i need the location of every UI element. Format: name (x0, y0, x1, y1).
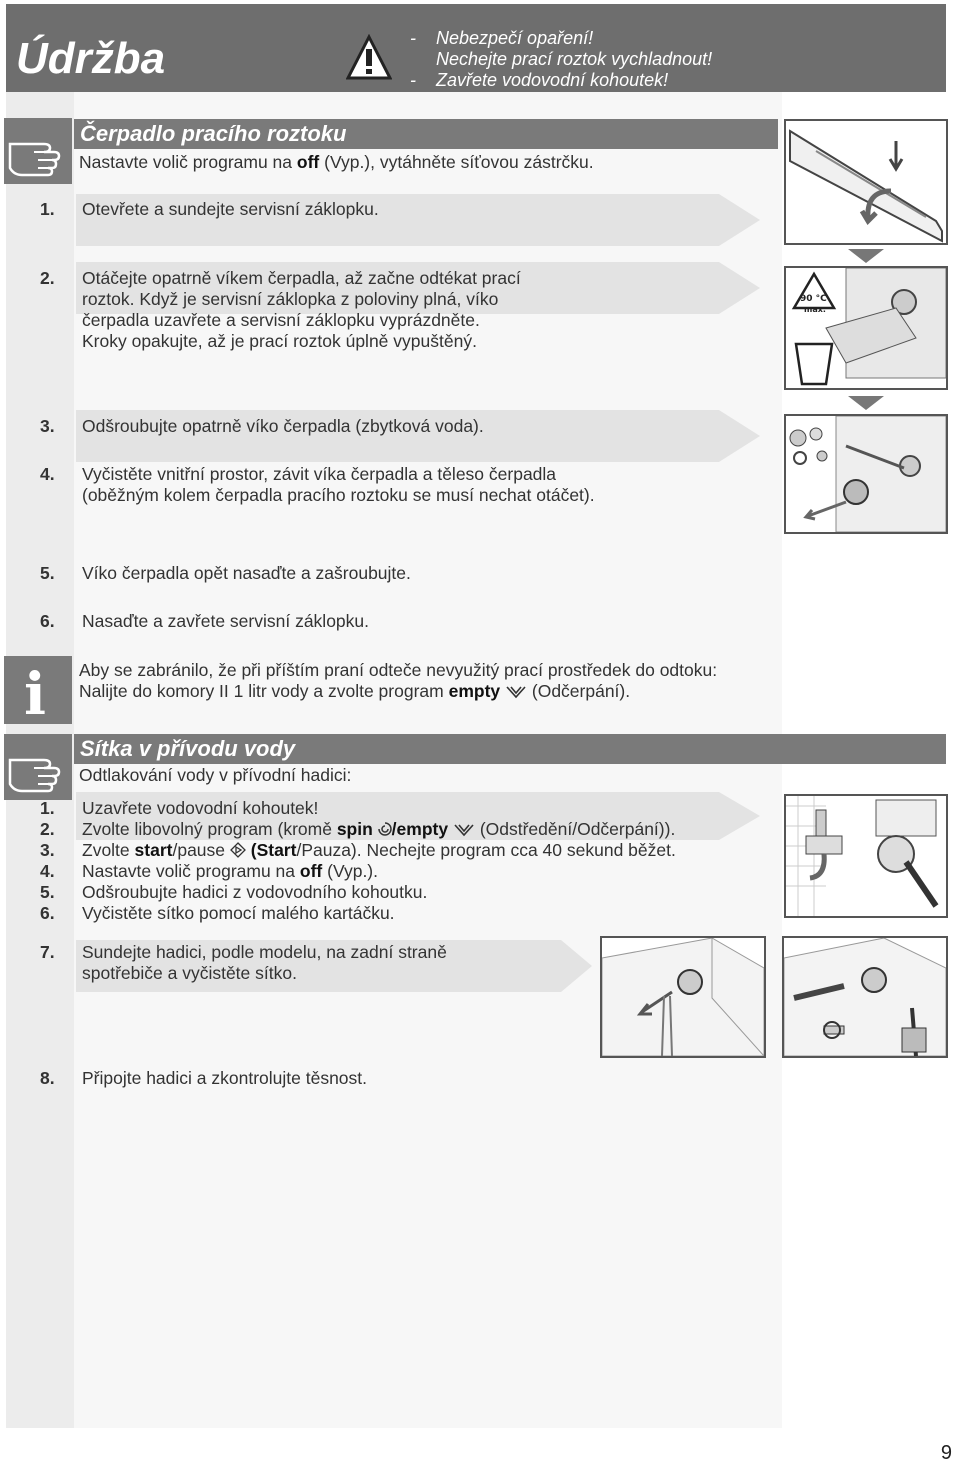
step-number: 5. (40, 882, 55, 902)
step-text: Zvolte start/pause (Start/Pauza). Nechejte program cca 40 sekund běžet. (82, 840, 676, 860)
warning-icon (346, 34, 392, 82)
step-text: Vyčistěte sítko pomocí malého kartáčku. (82, 903, 395, 923)
step-text: Sundejte hadici, podle modelu, na zadní straně spotřebiče a vyčistěte sítko. (82, 942, 447, 983)
info-icon: i (4, 656, 72, 724)
step-text: Nastavte volič programu na off (Vyp.). (82, 861, 378, 881)
step-number: 5. (40, 563, 55, 583)
arrow-down-icon (848, 396, 884, 410)
filter-cleaning-illustration (782, 936, 948, 1058)
step-number: 1. (40, 199, 55, 219)
page-number: 9 (940, 1442, 952, 1464)
step-text: Zvolte libovolný program (kromě spin /empty (Odstředění/Odčerpání)). (82, 819, 676, 839)
section-title: Sítka v přívodu vody (80, 736, 296, 761)
warning-item: - Zavřete vodovodní kohoutek! (410, 70, 669, 90)
water-tap-illustration (784, 794, 948, 918)
step-number: 4. (40, 861, 55, 881)
pump-drain-illustration (784, 266, 948, 390)
step-text: Uzavřete vodovodní kohoutek! (82, 798, 319, 818)
step-number: 2. (40, 819, 55, 839)
step-text: Víko čerpadla opět nasaďte a zašroubujte. (82, 563, 411, 583)
hand-pointer-icon (4, 118, 72, 184)
step-number: 1. (40, 798, 55, 818)
start-pause-icon (230, 842, 246, 858)
step-text: Odšroubujte opatrně víko čerpadla (zbytková voda). (82, 416, 484, 436)
warning-list (410, 28, 712, 91)
spin-icon (378, 822, 392, 836)
step-text: Otevřete a sundejte servisní záklopku. (82, 199, 379, 219)
svg-text:max.: max. (804, 305, 826, 314)
section-header-filter (74, 734, 946, 764)
warning-item: Nechejte prací roztok vychladnout! (436, 49, 713, 69)
page-title: Údržba (16, 34, 166, 83)
step-text: Otáčejte opatrně víkem čerpadla, až začne odtékat prací roztok. Když je servisní záklopka z poloviny plná, víko čerpadla uzavřete a servisní záklopku vyprázdněte. Kroky opakujte, až je prací roztok úplně vypuštěný. (82, 268, 521, 351)
step-number: 8. (40, 1068, 55, 1088)
step-number: 6. (40, 903, 55, 923)
step-number: 6. (40, 611, 55, 631)
service-flap-illustration (784, 119, 948, 245)
section-title: Čerpadlo pracího roztoku (80, 121, 347, 146)
hose-back-illustration (600, 936, 766, 1058)
step-number: 2. (40, 268, 55, 288)
info-text: Aby se zabránilo, že při příštím praní odteče nevyužitý prací prostředek do odtoku: Nalijte do komory II 1 litr vody a zvolte program empty (Odčerpání). (79, 660, 718, 701)
empty-program-icon (505, 685, 527, 699)
empty-program-icon (453, 823, 475, 837)
step-text: Vyčistěte vnitřní prostor, závit víka čerpadla a těleso čerpadla (oběžným kolem čerpadla pracího roztoku se musí nechat otáčet). (82, 464, 595, 505)
step-text: Připojte hadici a zkontrolujte těsnost. (82, 1068, 368, 1088)
svg-text:90 °C: 90 °C (800, 294, 827, 304)
pump-cover-illustration (784, 414, 948, 534)
filter-intro: Odtlakování vody v přívodní hadici: (79, 765, 352, 785)
hand-pointer-icon (4, 734, 72, 800)
step-number: 3. (40, 840, 55, 860)
step-text: Nasaďte a zavřete servisní záklopku. (82, 611, 369, 631)
step-number: 4. (40, 464, 55, 484)
arrow-down-icon (848, 249, 884, 263)
step-number: 7. (40, 942, 55, 962)
warning-item: - Nebezpečí opaření! (410, 28, 594, 48)
step-text: Odšroubujte hadici z vodovodního kohoutku. (82, 882, 428, 902)
section-header-pump (74, 119, 778, 149)
pump-intro: Nastavte volič programu na off (Vyp.), vytáhněte síťovou zástrčku. (79, 152, 594, 172)
header-bar (6, 4, 946, 92)
step-number: 3. (40, 416, 55, 436)
